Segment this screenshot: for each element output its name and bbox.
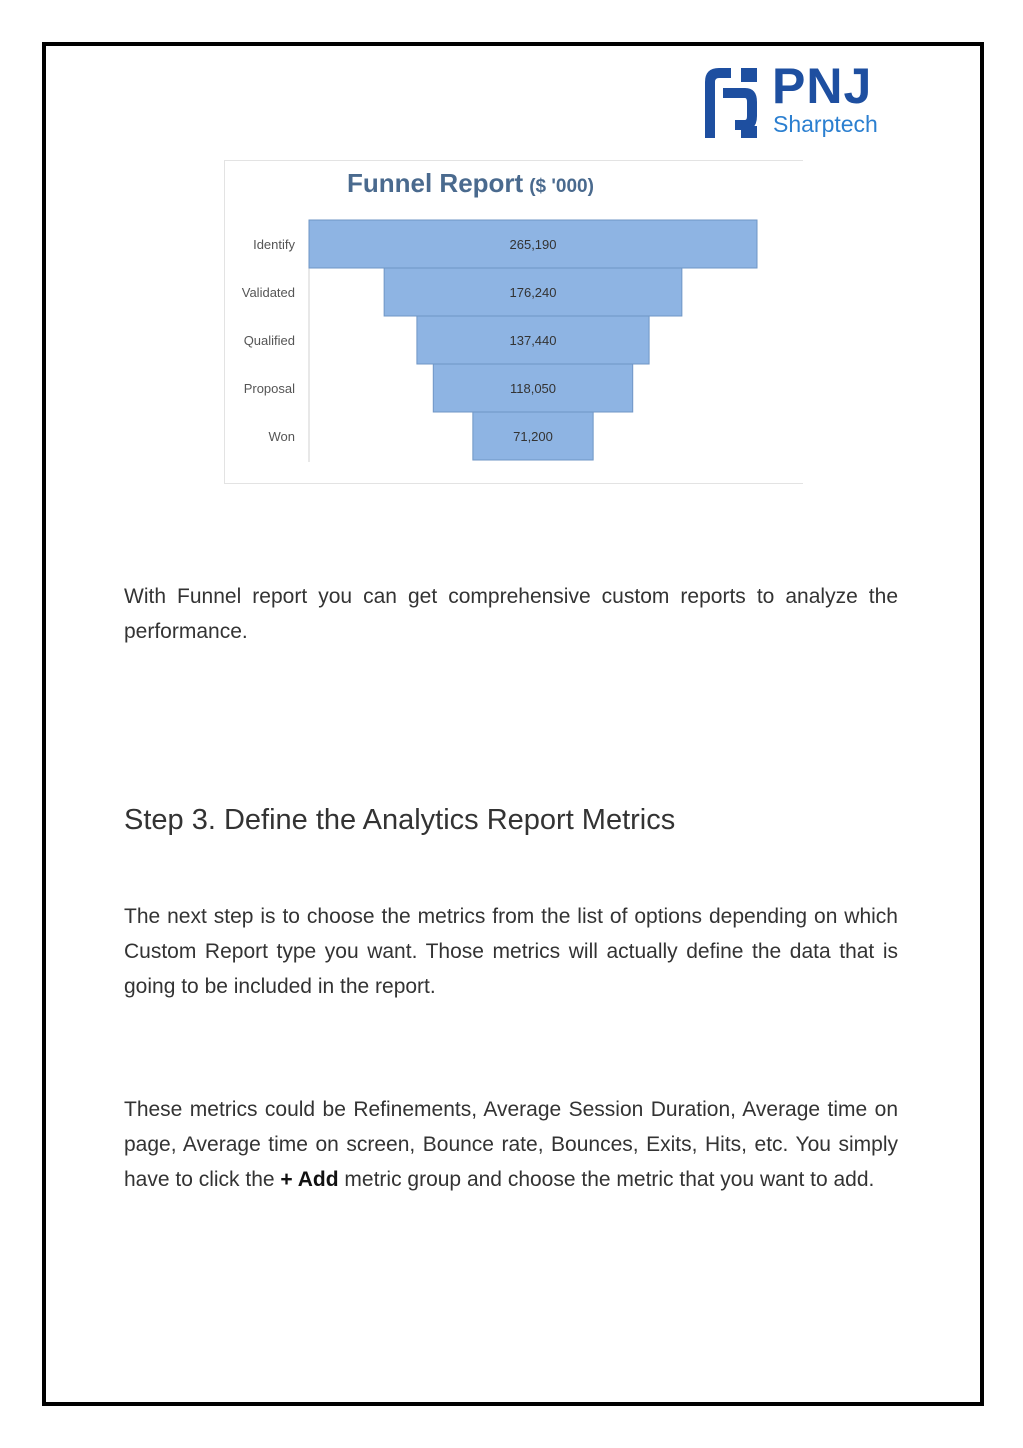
chart-title — [347, 168, 594, 199]
section-heading: Step 3. Define the Analytics Report Metrics — [124, 804, 676, 836]
funnel-value-label: 118,050 — [509, 381, 557, 396]
funnel-value-label: 265,190 — [509, 237, 557, 252]
funnel-category-label: Won — [268, 429, 295, 444]
metrics-list-text-end: metric group and choose the metric that you want to add. — [338, 1168, 875, 1191]
intro-paragraph: With Funnel report you can get comprehensive custom reports to analyze the performance. — [124, 585, 898, 643]
funnel-value-label: 176,240 — [509, 285, 557, 300]
metrics-list-paragraph — [124, 1092, 898, 1197]
metrics-paragraph: The next step is to choose the metrics from the list of options depending on which Custom Report type you want. Those metrics will actually define the data that is going to be included in the report. — [124, 905, 898, 998]
logo-tagline: Sharptech — [773, 111, 878, 137]
metrics-list-text: These metrics could be Refinements, Average Session Duration, Average time on page, Average time on screen, Bounce rate, Bounces, Exits, Hits, etc. You simply have to click the — [124, 1098, 898, 1191]
logo-name: PNJ — [772, 58, 873, 114]
add-metric-group-label: + Add — [280, 1168, 339, 1191]
chart-unit-label: ($ '000) — [529, 176, 594, 197]
company-logo — [701, 58, 891, 142]
funnel-category-label: Proposal — [243, 381, 295, 396]
funnel-value-label: 137,440 — [509, 333, 557, 348]
funnel-category-label: Identify — [253, 237, 295, 252]
chart-title-text: Funnel Report — [347, 168, 524, 198]
funnel-category-label: Qualified — [243, 333, 295, 348]
funnel-value-label: 71,200 — [513, 429, 553, 444]
funnel-chart — [224, 200, 802, 482]
funnel-category-label: Validated — [241, 285, 295, 300]
pnj-logo-icon — [701, 64, 761, 140]
